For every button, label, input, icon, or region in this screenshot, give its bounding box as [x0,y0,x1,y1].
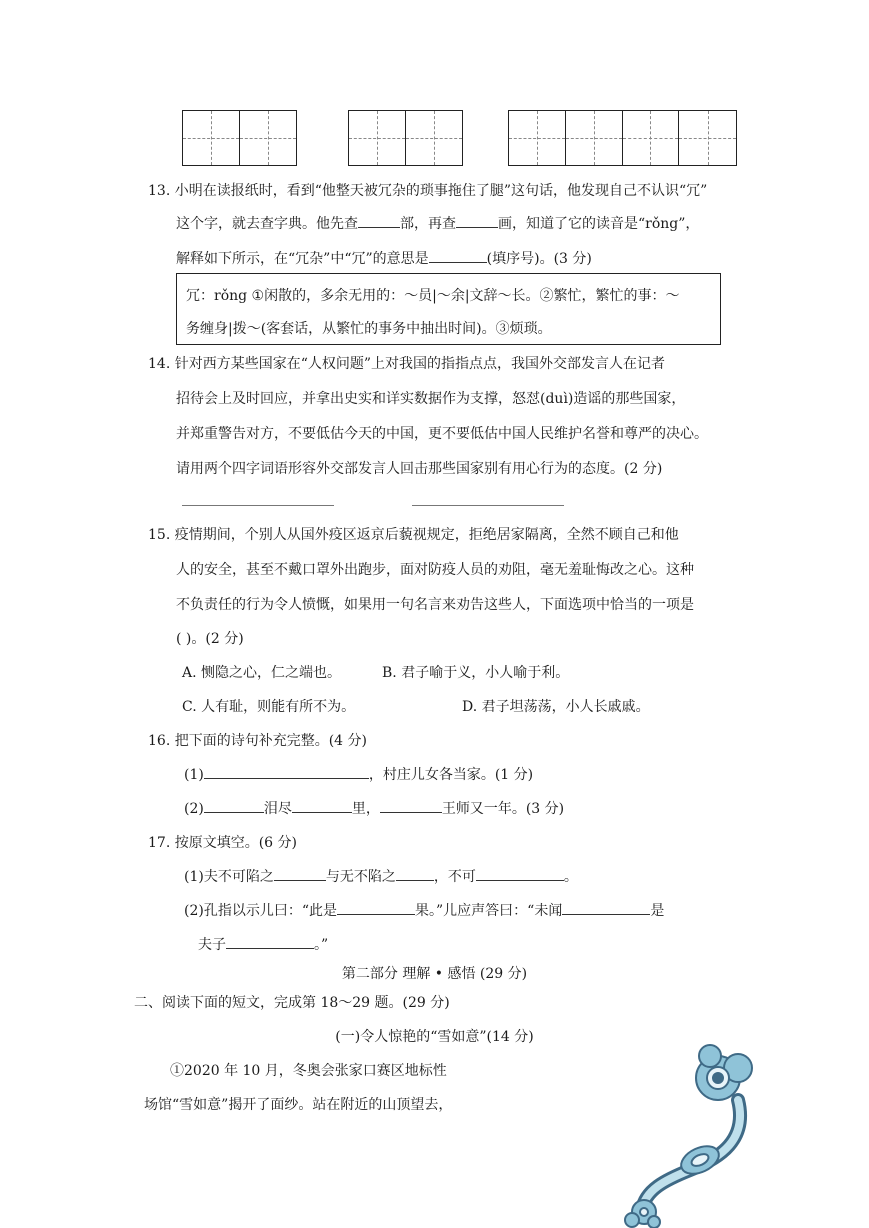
article-title: (一)令人惊艳的“雪如意”(14 分) [335,1029,534,1045]
q14-line3: 并郑重警告对方，不要低估今天的中国，更不要低估中国人民维护名誉和尊严的决心。 [176,426,708,442]
article-paragraph-1: ①2020 年 10 月，冬奥会张家口赛区地标性 [170,1063,447,1079]
q17-blank-3[interactable] [476,868,564,881]
q16-title: 16. 把下面的诗句补充完整。(4 分) [148,733,367,749]
q16-blank-2[interactable] [204,800,264,813]
dictionary-entry-line2: 务缠身|拨～(客套话，从繁忙的事务中抽出时间)。③烦琐。 [186,321,552,337]
q14-answer-line-2[interactable] [412,505,564,506]
q17-item2: (2)孔指以示儿曰：“此是 果。”儿应声答曰：“未闻 是 [184,903,665,919]
q14-line4: 请用两个四字词语形容外交部发言人回击那些国家别有用心行为的态度。(2 分) [176,461,663,477]
dictionary-entry-line1: 冗：rǒng ①闲散的，多余无用的：～员|～余|文辞～长。②繁忙，繁忙的事：～ [186,288,680,304]
q16-blank-3[interactable] [292,800,352,813]
q15-line4: ( )。(2 分) [176,631,244,647]
q17-item2-cont: 夫子 。” [198,937,329,953]
q15-line1: 15. 疫情期间，个别人从国外疫区返京后藐视规定，拒绝居家隔离，全然不顾自己和他 [148,527,679,543]
q15-option-d[interactable]: D. 君子坦荡荡，小人长戚戚。 [462,699,650,715]
q13-line1: 13. 小明在读报纸时，看到“他整天被冗杂的琐事拖住了腿”这句话，他发现自己不认识“冗” [148,183,708,199]
q13-blank-radical[interactable] [358,215,400,228]
q14-line2: 招待会上及时回应，并拿出史实和详实数据作为支撑，怒怼(duì)造谣的那些国家， [176,391,686,407]
q16-blank-1[interactable] [204,766,369,779]
char-grid-3 [508,110,737,166]
q13-line3: 解释如下所示，在“冗杂”中“冗”的意思是 (填序号)。(3 分) [176,251,592,267]
q17-item1: (1)夫不可陷之 与无不陷之 ，不可 。 [184,869,578,885]
q15-option-c[interactable]: C. 人有耻，则能有所不为。 [182,699,356,715]
q13-blank-meaning[interactable] [429,250,487,263]
char-grid-1 [182,110,297,166]
reading-section-instruction: 二、阅读下面的短文，完成第 18～29 题。(29 分) [134,995,450,1011]
q15-option-a[interactable]: A. 恻隐之心，仁之端也。 [182,665,342,681]
q17-blank-4[interactable] [337,902,415,915]
q13-blank-strokes[interactable] [456,215,498,228]
q17-blank-6[interactable] [226,936,314,949]
q17-blank-5[interactable] [562,902,650,915]
q15-option-b[interactable]: B. 君子喻于义，小人喻于利。 [382,665,570,681]
q13-line2: 这个字，就去查字典。他先查 部，再查 画，知道了它的读音是“rǒng”， [176,216,700,232]
q16-item1: (1) ，村庄儿女各当家。(1 分) [184,767,534,783]
part2-heading: 第二部分 理解 • 感悟 (29 分) [341,966,528,982]
q17-title: 17. 按原文填空。(6 分) [148,835,297,851]
q15-line3: 不负责任的行为令人愤慨，如果用一句名言来劝告这些人，下面选项中恰当的一项是 [176,597,694,613]
q15-line2: 人的安全，甚至不戴口罩外出跑步，面对防疫人员的劝阻，毫无羞耻悔改之心。这种 [176,562,694,578]
q16-item2: (2) 泪尽 里， 王师又一年。(3 分) [184,801,565,817]
q14-line1: 14. 针对西方某些国家在“人权问题”上对我国的指指点点，我国外交部发言人在记者 [148,356,666,372]
article-paragraph-1-cont: 场馆“雪如意”揭开了面纱。站在附近的山顶望去， [144,1097,453,1113]
ruyi-illustration-icon [620,1040,760,1228]
q16-blank-4[interactable] [380,800,442,813]
q17-blank-1[interactable] [274,868,326,881]
q14-answer-line-1[interactable] [182,505,334,506]
char-grid-2 [348,110,463,166]
q17-blank-2[interactable] [396,868,434,881]
